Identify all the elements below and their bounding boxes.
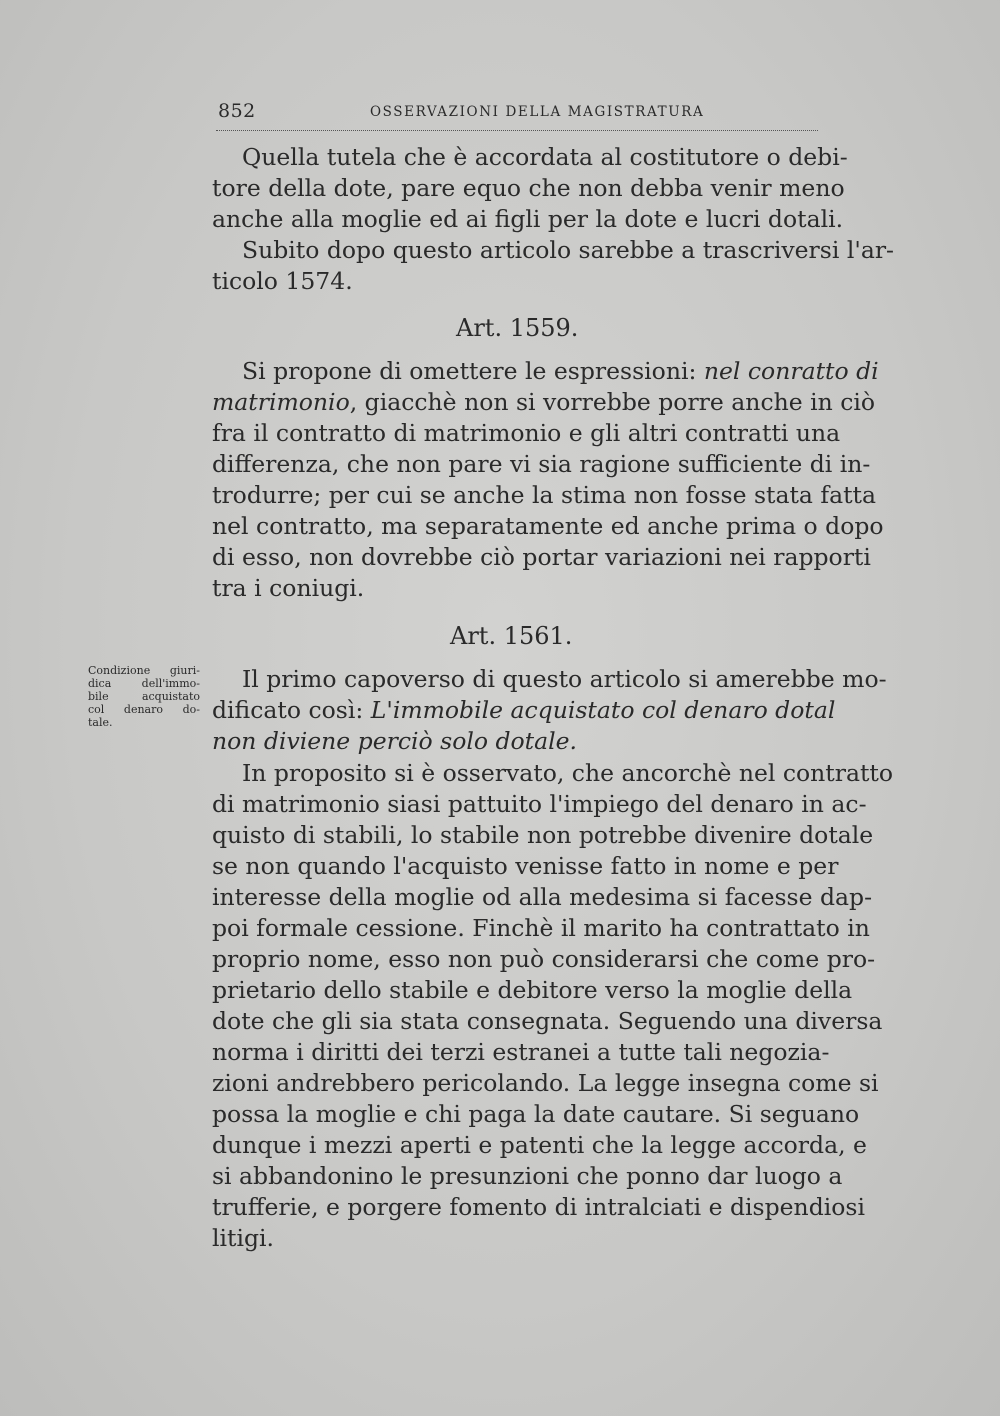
page-header: [216, 96, 818, 131]
text-line: trufferie, e porgere fomento di intralciati e dispendiosi: [212, 1193, 865, 1221]
text-line: Quella tutela che è accordata al costitutore o debi-: [242, 143, 848, 171]
italic-phrase: matrimonio: [212, 388, 350, 416]
paragraph-art-1561-intro: [212, 664, 887, 757]
text-line: interesse della moglie od alla medesima si facesse dap-: [212, 883, 873, 911]
margin-note-line: bile acquistato: [88, 690, 200, 703]
running-head: OSSERVAZIONI DELLA MAGISTRATURA: [370, 104, 705, 120]
text-line: dunque i mezzi aperti e patenti che la legge accorda, e: [212, 1131, 867, 1159]
margin-note-line: dica dell'immo-: [88, 677, 200, 690]
italic-phrase: nel conratto di: [703, 357, 879, 385]
text-line: possa la moglie e chi paga la date cautare. Si seguano: [212, 1100, 860, 1128]
text-line: nel contratto, ma separatamente ed anche prima o dopo: [212, 512, 884, 540]
text-line: norma i diritti dei terzi estranei a tutte tali negozia-: [212, 1038, 830, 1066]
text-line: litigi.: [212, 1224, 275, 1252]
italic-phrase: L'immobile acquistato col denaro dotal: [370, 696, 836, 724]
margin-note-line: tale.: [88, 716, 113, 729]
text-line: Subito dopo questo articolo sarebbe a trascriversi l'ar-: [242, 236, 894, 264]
text-line: anche alla moglie ed ai figli per la dote e lucri dotali.: [212, 205, 844, 233]
margin-note-line: col denaro do-: [88, 703, 200, 716]
text-span: dificato così:: [212, 696, 371, 724]
text-line: [212, 356, 879, 387]
text-line: se non quando l'acquisto venisse fatto in nome e per: [212, 852, 839, 880]
text-span: , giacchè non si vorrebbe porre anche in ciò: [349, 388, 876, 416]
text-line: In proposito si è osservato, che ancorchè nel contratto: [242, 759, 894, 787]
text-line: Il primo capoverso di questo articolo si amerebbe mo-: [242, 665, 887, 693]
text-line: tore della dote, pare equo che non debba venir meno: [212, 174, 845, 202]
text-line: di matrimonio siasi pattuito l'impiego del denaro in ac-: [212, 790, 867, 818]
paragraph-art-1561-body: [212, 758, 894, 1254]
text-line: zioni andrebbero pericolando. La legge insegna come si: [212, 1069, 879, 1097]
text-line: ticolo 1574.: [212, 267, 353, 295]
text-line: prietario dello stabile e debitore verso la moglie della: [212, 976, 853, 1004]
margin-note: [88, 664, 200, 729]
text-line: poi formale cessione. Finchè il marito ha contrattato in: [212, 914, 870, 942]
article-heading-1561: Art. 1561.: [450, 622, 573, 650]
text-line: si abbandonino le presunzioni che ponno dar luogo a: [212, 1162, 843, 1190]
text-line: proprio nome, esso non può considerarsi che come pro-: [212, 945, 876, 973]
text-line: tra i coniugi.: [212, 574, 365, 602]
article-heading-1559: Art. 1559.: [456, 314, 579, 342]
text-line: dote che gli sia stata consegnata. Seguendo una diversa: [212, 1007, 883, 1035]
text-line: [212, 726, 822, 757]
text-line: fra il contratto di matrimonio e gli altri contratti una: [212, 419, 841, 447]
paragraph-art-1559: [212, 356, 884, 604]
text-span: Si propone di omettere le espressioni:: [242, 357, 704, 385]
margin-note-line: Condizione giuri-: [88, 664, 200, 677]
text-line: trodurre; per cui se anche la stima non fosse stata fatta: [212, 481, 877, 509]
italic-phrase: non diviene perciò solo dotale.: [212, 727, 578, 755]
page-number: 852: [218, 100, 256, 122]
text-line: [212, 695, 836, 726]
text-line: differenza, che non pare vi sia ragione sufficiente di in-: [212, 450, 871, 478]
paragraph-tutela: [212, 142, 894, 297]
text-line: di esso, non dovrebbe ciò portar variazioni nei rapporti: [212, 543, 871, 571]
text-line: quisto di stabili, lo stabile non potrebbe divenire dotale: [212, 821, 874, 849]
text-line: [212, 387, 876, 418]
